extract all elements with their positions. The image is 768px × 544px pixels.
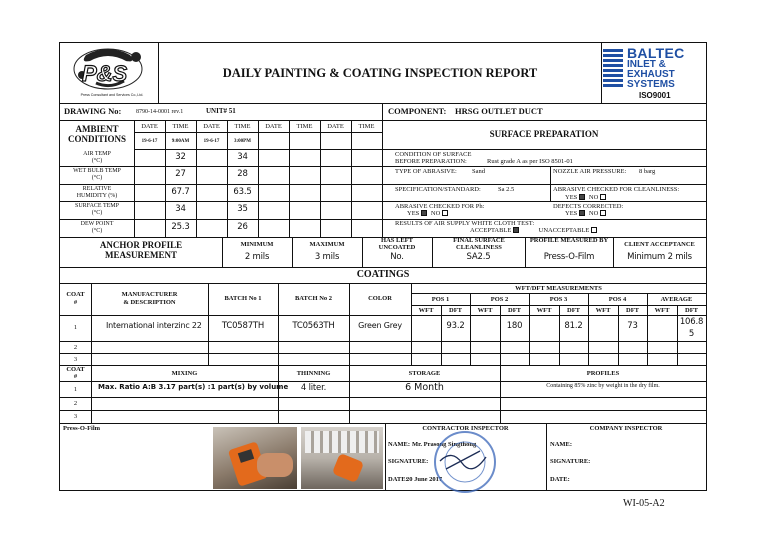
storage-value: 6 Month	[405, 382, 444, 393]
wft-dft-subheader: WFT	[654, 307, 670, 314]
ambient-row-label: WET BULB TEMP	[73, 168, 121, 174]
defects-corrected-label: DEFECTS CORRECTED:	[553, 203, 624, 210]
form-number: WI-05-A2	[623, 498, 665, 509]
thinning-header: THINNING	[296, 370, 331, 377]
ambient-col-header: TIME	[296, 123, 313, 130]
ambient-col-header: DATE	[265, 123, 282, 130]
ps-logo-text: P&S	[82, 61, 128, 86]
coat-dft-pos2: 180	[506, 321, 523, 331]
ambient-value: 63.5	[233, 187, 252, 197]
unit-value: UNIT# 51	[206, 107, 236, 115]
anchor-profile-title: ANCHOR PROFILE	[99, 240, 183, 250]
company-name: Press-O-Film	[63, 425, 101, 432]
acceptable-checkbox[interactable]	[513, 227, 519, 233]
contractor-inspector-title: CONTRACTOR INSPECTOR	[422, 425, 509, 432]
abrasive-ph-checks	[407, 210, 450, 217]
gauge-device	[332, 453, 364, 483]
defects-corrected-checks	[565, 210, 608, 217]
wft-dft-subheader: WFT	[595, 307, 611, 314]
baltec-logo-line-1: BALTEC	[627, 45, 685, 61]
coat-manufacturer: International interzinc 22	[106, 321, 202, 330]
wft-dft-subheader: DFT	[626, 307, 639, 314]
inspection-report-sheet	[59, 42, 707, 491]
coat-batch1: TC0587TH	[221, 321, 265, 331]
coat-dft-pos1: 93.2	[446, 321, 465, 331]
ambient-row-label: (°C)	[91, 158, 103, 164]
yes-checkbox[interactable]	[421, 210, 427, 216]
manufacturer-header: MANUFACTURER	[121, 291, 178, 298]
coat-dft-pos3: 81.2	[564, 321, 583, 331]
anchor-header-minimum: MINIMUM	[240, 241, 274, 248]
abrasive-type-label: TYPE OF ABRASIVE:	[395, 168, 457, 175]
manufacturer-header: & DESCRIPTION	[123, 299, 176, 306]
anchor-header-measured-by: PROFILE MEASURED BY	[529, 237, 609, 244]
wft-dft-subheader: DFT	[449, 307, 462, 314]
ambient-value: 27	[175, 169, 186, 179]
anchor-header-uncoated: HAS LEFT UNCOATED	[378, 237, 416, 252]
anchor-header-maximum: MAXIMUM	[309, 241, 345, 248]
contractor-name-label: NAME:	[388, 441, 411, 448]
ambient-row-label: (°C)	[91, 175, 103, 181]
surface-prep-title: SURFACE PREPARATION	[489, 129, 599, 139]
anchor-value-client-acceptance: Minimum 2 mils	[627, 252, 692, 262]
unacceptable-checkbox[interactable]	[591, 227, 597, 233]
surface-condition-label: CONDITION OF SURFACE	[395, 151, 472, 158]
baltec-logo	[603, 45, 705, 101]
abrasive-ph-label: ABRASIVE CHECKED FOR Ph:	[395, 203, 485, 210]
no-label: NO	[588, 194, 599, 201]
spec-standard-value: Sa 2.5	[498, 186, 515, 193]
anchor-value-measured-by: Press-O-Film	[543, 252, 595, 262]
pos-header: AVERAGE	[660, 296, 693, 303]
ambient-value: 25.3	[171, 222, 190, 232]
surface-condition-value: Rust grade A as per ISO 8501-01	[487, 158, 573, 165]
hand-shape	[257, 453, 293, 477]
yes-checkbox[interactable]	[579, 194, 585, 200]
wft-dft-subheader: WFT	[418, 307, 434, 314]
storage-header: STORAGE	[408, 370, 441, 377]
company-signature-label: SIGNATURE:	[550, 458, 591, 465]
drawing-no-label: DRAWING No:	[64, 106, 122, 116]
baltec-logo-mark	[603, 47, 623, 87]
contractor-date-label: DATE:	[388, 476, 408, 483]
wft-dft-subheader: DFT	[685, 307, 698, 314]
component-value: HRSG OUTLET DUCT	[455, 106, 543, 116]
ambient-col-header: DATE	[203, 123, 220, 130]
ambient-col-header: DATE	[141, 123, 158, 130]
coat-header: COAT	[66, 291, 85, 298]
contractor-stamp	[432, 429, 498, 495]
yes-label: YES	[407, 210, 420, 217]
coat-number: 2	[73, 344, 78, 351]
unacceptable-label: UNACCEPTABLE	[538, 227, 590, 234]
contractor-date: 20 June 2017	[406, 476, 443, 483]
baltec-logo-line-2: INLET &	[627, 59, 666, 70]
wft-dft-subheader: WFT	[477, 307, 493, 314]
wft-dft-subheader: WFT	[536, 307, 552, 314]
mixing-coat-header: COAT	[66, 366, 85, 373]
pos-header: POS 1	[431, 296, 450, 303]
ps-logo-subtitle: Press Consultant and Services Co.,Ltd.	[80, 93, 144, 97]
ambient-time-cell: 9:00AM	[171, 139, 190, 144]
no-label: NO	[588, 210, 599, 217]
coat-number: 1	[73, 324, 78, 331]
coat-dft-average: 106.85	[679, 317, 704, 339]
pos-header: POS 4	[608, 296, 627, 303]
ambient-row-label: HUMIDITY (%)	[76, 193, 118, 199]
abrasive-cleanliness-checks	[565, 194, 608, 201]
ambient-value: 35	[237, 204, 248, 214]
abrasive-type-value: Sand	[472, 168, 485, 175]
ambient-value: 26	[237, 222, 248, 232]
coatings-title: COATINGS	[356, 269, 410, 280]
ambient-value: 28	[237, 169, 248, 179]
ambient-row-label: (°C)	[91, 210, 103, 216]
ambient-row-label: (°C)	[91, 228, 103, 234]
ambient-value: 34	[237, 152, 248, 162]
report-title: DAILY PAINTING & COATING INSPECTION REPORT	[222, 66, 538, 80]
mixing-coat-number: 3	[73, 413, 78, 420]
inspection-photo-1	[213, 427, 297, 489]
coat-color: Green Grey	[358, 321, 402, 330]
mixing-header: MIXING	[171, 370, 198, 377]
ambient-col-header: TIME	[172, 123, 189, 130]
mixing-coat-number: 1	[73, 386, 78, 393]
wft-dft-subheader: DFT	[567, 307, 580, 314]
baltec-logo-line-3: EXHAUST	[627, 69, 675, 80]
ambient-col-header: DATE	[327, 123, 344, 130]
ambient-time-cell: 3:00PM	[234, 139, 251, 144]
anchor-value-maximum: 3 mils	[314, 252, 340, 262]
company-inspector-title: COMPANY INSPECTOR	[589, 425, 663, 432]
abrasive-cleanliness-label: ABRASIVE CHECKED FOR CLEANLINESS:	[553, 186, 680, 193]
ambient-row-label: AIR TEMP	[83, 151, 111, 157]
coat-dft-pos4: 73	[627, 321, 638, 331]
batch2-header: BATCH No 2	[294, 295, 333, 302]
yes-checkbox[interactable]	[579, 210, 585, 216]
no-checkbox[interactable]	[600, 210, 606, 216]
wft-dft-header: WFT/DFT MEASUREMENTS	[515, 285, 602, 292]
pos-header: POS 3	[549, 296, 568, 303]
profiles-value: Containing 85% zinc by weight in the dry film.	[546, 383, 660, 389]
anchor-profile-title: MEASUREMENT	[104, 250, 177, 260]
nozzle-pressure-label: NOZZLE AIR PRESSURE:	[553, 168, 627, 175]
anchor-value-uncoated: No.	[390, 252, 404, 262]
pos-header: POS 2	[490, 296, 509, 303]
ps-logo	[66, 45, 158, 103]
coat-batch2: TC0563TH	[292, 321, 335, 331]
anchor-header-client-acceptance: CLIENT ACCEPTANCE	[624, 241, 695, 248]
ambient-value: 34	[175, 204, 186, 214]
baltec-logo-line-4: SYSTEMS	[627, 79, 675, 90]
component-label: COMPONENT:	[388, 106, 447, 116]
contractor-name: Mr. Prasong Singthong	[412, 441, 477, 448]
anchor-value-minimum: 2 mils	[244, 252, 270, 262]
ambient-col-header: TIME	[358, 123, 375, 130]
no-checkbox[interactable]	[442, 210, 448, 216]
coat-header: #	[73, 299, 78, 306]
ambient-title-line-2: CONDITIONS	[67, 134, 126, 144]
ambient-title-line-1: AMBIENT	[75, 124, 119, 134]
ambient-col-header: TIME	[234, 123, 251, 130]
thinning-value: 4 liter.	[300, 383, 327, 393]
air-supply-test-checks	[470, 227, 599, 234]
company-date-label: DATE:	[550, 476, 570, 483]
no-label: NO	[430, 210, 441, 217]
spec-standard-label: SPECIFICATION/STANDARD:	[395, 186, 481, 193]
ambient-date-cell: 19-6-17	[141, 139, 158, 144]
iso-9001-badge: ISO9001	[639, 91, 671, 100]
mixing-coat-header: #	[73, 373, 78, 380]
ambient-row-label: SURFACE TEMP	[75, 203, 119, 209]
profiles-header: PROFILES	[586, 370, 620, 377]
wft-dft-subheader: DFT	[508, 307, 521, 314]
steel-structure	[305, 431, 379, 453]
ambient-value: 32	[175, 152, 186, 162]
yes-label: YES	[565, 210, 578, 217]
no-checkbox[interactable]	[600, 194, 606, 200]
anchor-header-cleanliness: FINAL SURFACE CLEANLINESS	[453, 237, 505, 252]
company-name-label: NAME:	[550, 441, 573, 448]
ambient-row-label: DEW POINT	[80, 221, 114, 227]
ambient-row-label: RELATIVE	[82, 186, 112, 192]
contractor-signature-label: SIGNATURE:	[388, 458, 429, 465]
coat-number: 3	[73, 356, 78, 363]
drawing-no-value: 8790-14-0001 rev.1	[136, 109, 184, 115]
ambient-date-cell: 19-6-17	[203, 139, 220, 144]
mixing-coat-number: 2	[73, 400, 78, 407]
surface-condition-label: BEFORE PREPARATION:	[395, 158, 467, 165]
yes-label: YES	[565, 194, 578, 201]
batch1-header: BATCH No 1	[224, 295, 262, 302]
inspection-photo-2	[301, 427, 383, 489]
nozzle-pressure-value: 8 barg	[639, 168, 656, 175]
acceptable-label: ACCEPTABLE	[470, 227, 512, 234]
color-header: COLOR	[368, 295, 392, 302]
air-supply-test-label: RESULTS OF AIR SUPPLY WHITE CLOTH TEST:	[395, 220, 535, 227]
mixing-ratio: Max. Ratio A:B 3.17 part(s) :1 part(s) by volume	[98, 383, 289, 391]
anchor-value-cleanliness: SA2.5	[466, 252, 491, 262]
ambient-value: 67.7	[171, 187, 190, 197]
